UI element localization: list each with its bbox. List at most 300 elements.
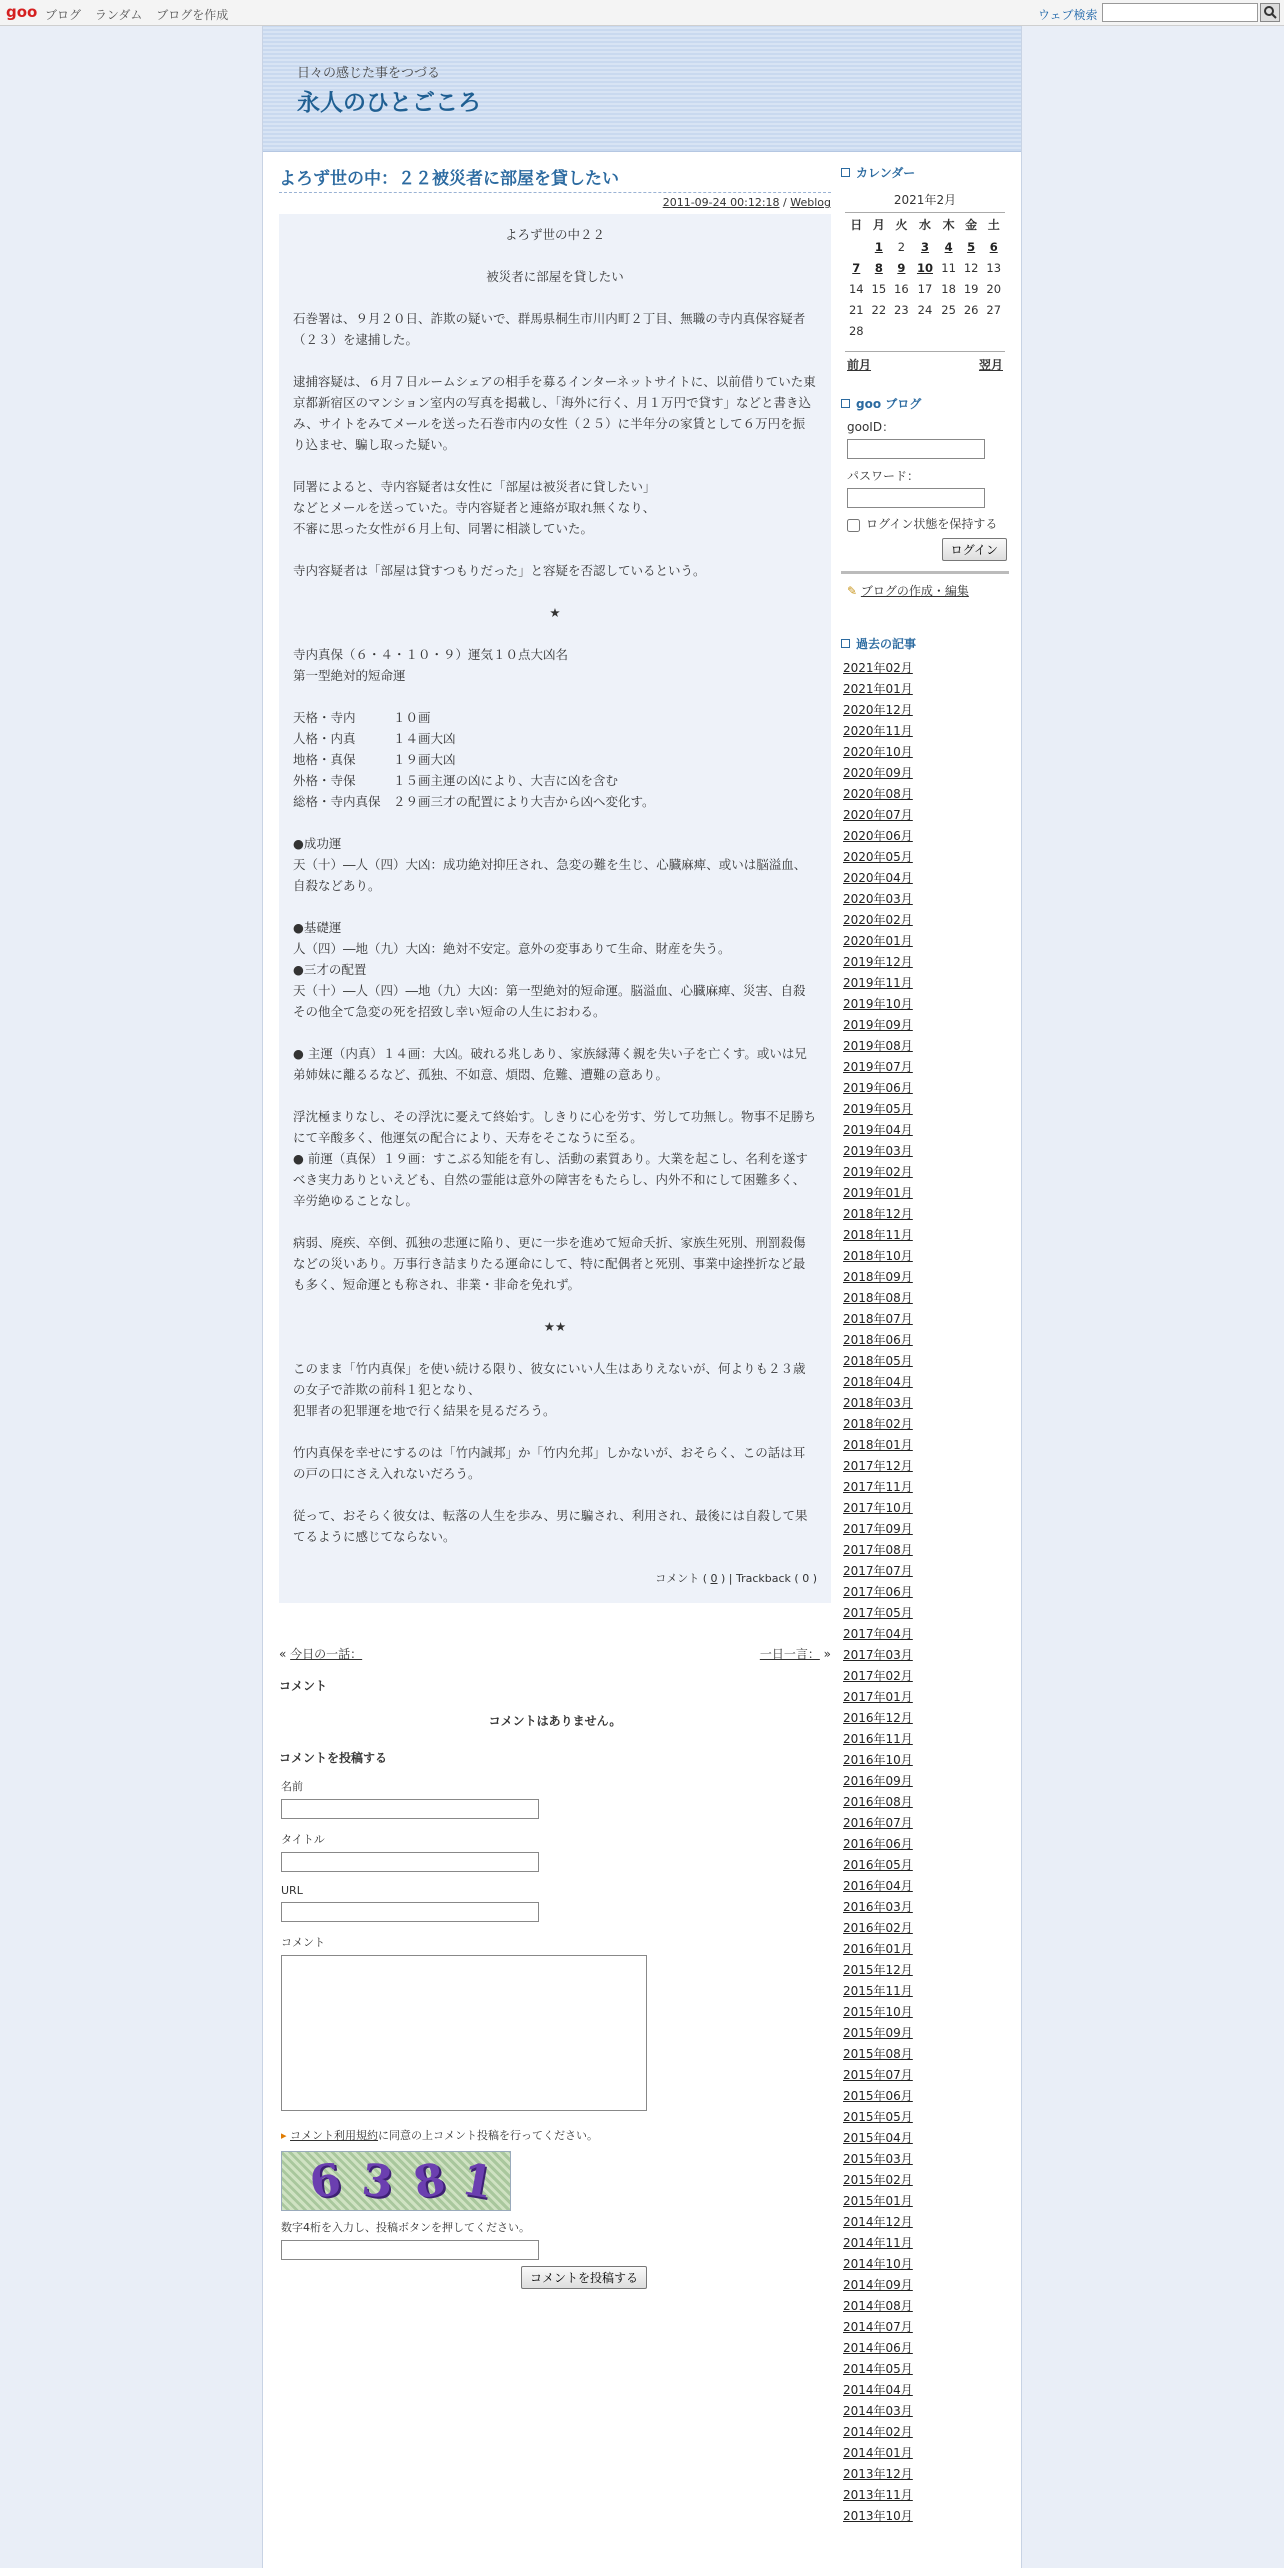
calendar-weekday: 月 [872,218,885,232]
archive-link[interactable]: 2013年10月 [843,2509,913,2523]
archive-link[interactable]: 2018年07月 [843,1312,913,1326]
archive-item[interactable] [843,1393,1009,1414]
calendar-day: 22 [871,302,887,317]
archive-item[interactable] [843,2128,1009,2149]
calendar-day-link[interactable]: 4 [944,239,953,254]
archive-item[interactable] [843,1834,1009,1855]
archive-link[interactable]: 2017年01月 [843,1690,913,1704]
post-paragraph: 従って、おそらく彼女は、転落の人生を歩み、男に騙され、利用され、最後には自殺して果てるように感じてならない。 [293,1508,808,1544]
calendar-days [845,236,1005,341]
name-input[interactable] [281,1799,539,1819]
calendar-day-link[interactable]: 9 [897,260,906,275]
post-category-link[interactable]: Weblog [790,196,831,209]
archive-item[interactable] [843,2233,1009,2254]
captcha-hint: 数字4桁を入力し、投稿ボタンを押してください。 [281,2221,530,2234]
arrow-icon: ▸ [281,2129,287,2142]
archive-link[interactable]: 2017年12月 [843,1459,913,1473]
gooid-input[interactable] [847,439,985,459]
archive-link[interactable]: 2019年02月 [843,1165,913,1179]
archive-item[interactable] [843,1225,1009,1246]
archive-item[interactable] [843,1813,1009,1834]
post-paragraphs [293,224,817,1547]
calendar-day[interactable] [913,257,938,278]
archive-item[interactable] [843,1729,1009,1750]
archive-link[interactable]: 2018年12月 [843,1207,913,1221]
archive-link[interactable]: 2014年02月 [843,2425,913,2439]
archive-item[interactable] [843,658,1009,679]
archive-link[interactable]: 2014年11月 [843,2236,913,2250]
submit-comment-button[interactable]: コメントを投稿する [521,2266,647,2289]
archive-link[interactable]: 2015年12月 [843,1963,913,1977]
post-paragraph: ●基礎運 人（四）―地（九）大凶：絶対不安定。意外の変事ありて生命、財産を失う。 ●三才の配置 天（十）―人（四）―地（九）大凶：第一型絶対的短命運。脳溢血、心臓麻痺、災害、自殺その他全て急変の死を招致し幸い短命の人生におわる。 [293,920,806,1019]
archive-item[interactable] [843,1645,1009,1666]
password-input[interactable] [847,488,985,508]
archive-item[interactable] [843,742,1009,763]
archive-item[interactable] [843,2506,1009,2527]
calendar-day[interactable] [890,257,913,278]
archive-item[interactable] [843,952,1009,973]
archive-link[interactable]: 2017年10月 [843,1501,913,1515]
archive-link[interactable]: 2013年11月 [843,2488,913,2502]
archive-link[interactable]: 2015年04月 [843,2131,913,2145]
archive-item[interactable] [843,2170,1009,2191]
archive-item[interactable] [843,2464,1009,2485]
archive-link[interactable]: 2017年06月 [843,1585,913,1599]
calendar-day: 26 [963,302,979,317]
archive-link[interactable]: 2019年12月 [843,955,913,969]
archive-item[interactable] [843,2359,1009,2380]
archive-item[interactable] [843,1624,1009,1645]
archive-link[interactable]: 2016年05月 [843,1858,913,1872]
archive-item[interactable] [843,763,1009,784]
archive-link[interactable]: 2020年04月 [843,871,913,885]
archive-item[interactable] [843,2044,1009,2065]
archive-item[interactable] [843,1078,1009,1099]
trackback-link[interactable]: Trackback ( 0 ) [736,1572,817,1585]
archive-link[interactable]: 2015年07月 [843,2068,913,2082]
archive-item[interactable] [843,1204,1009,1225]
calendar-day: 20 [986,281,1002,296]
archive-item[interactable] [843,1372,1009,1393]
comment-count-link[interactable]: 0 [710,1572,718,1585]
archive-link[interactable]: 2019年11月 [843,976,913,990]
archive-link[interactable]: 2016年08月 [843,1795,913,1809]
archive-link[interactable]: 2017年02月 [843,1669,913,1683]
post-paragraph: 浮沈極まりなし、その浮沈に憂えて終始す。しきりに心を労す、労して功無し。物事不足勝ちにて辛酸多く、他運気の配合により、天寿をそこなうに至る。 ● 前運（真保）１９画：すこぶる知能を有し、活動の素質あり。大業を起こし、名利を遂すべき実力ありといえども、自然の霊能は意外の障害をもたらし、内外不和にして困難多く、辛労絶ゆることなし。 [293,1109,817,1208]
calendar [845,187,1005,341]
title-input[interactable] [281,1852,539,1872]
archive-item[interactable] [843,1498,1009,1519]
archive-link[interactable]: 2016年01月 [843,1942,913,1956]
archive-link[interactable]: 2015年02月 [843,2173,913,2187]
archive-link[interactable]: 2020年12月 [843,703,913,717]
archive-item[interactable] [843,1015,1009,1036]
archive-link[interactable]: 2018年10月 [843,1249,913,1263]
post-paragraph: 天格・寺内 １０画 人格・内真 １４画大凶 地格・真保 １９画大凶 外格・寺保 １５画主運の凶により、大吉に凶を含む 総格・寺内真保 ２９画三才の配置により大吉から凶へ変化す。 [293,710,655,809]
archive-item[interactable] [843,910,1009,931]
archive-item[interactable] [843,1120,1009,1141]
captcha-digit: 3 [359,2154,396,2209]
archive-link[interactable]: 2020年03月 [843,892,913,906]
calendar-day: 19 [963,281,979,296]
blog-title[interactable]: 永人のひとごころ [297,89,481,116]
archive-item[interactable] [843,2149,1009,2170]
post-body [279,214,831,1603]
calendar-weekday: 金 [965,218,978,232]
archive-item[interactable] [843,826,1009,847]
calendar-day[interactable] [982,236,1005,257]
archive-item[interactable] [843,1666,1009,1687]
archive-item[interactable] [843,1855,1009,1876]
calendar-day [845,236,868,257]
archive-link[interactable]: 2018年03月 [843,1396,913,1410]
archive-item[interactable] [843,2086,1009,2107]
archive-item[interactable] [843,784,1009,805]
archive-link[interactable]: 2018年01月 [843,1438,913,1452]
archive-link[interactable]: 2019年09月 [843,1018,913,1032]
login-form [841,418,1009,561]
calendar-day: 17 [917,281,933,296]
archive-link[interactable]: 2016年06月 [843,1837,913,1851]
calendar-day[interactable] [845,257,868,278]
archive-item[interactable] [843,1435,1009,1456]
archive-item[interactable] [843,679,1009,700]
calendar-day [937,320,960,341]
goo-logo[interactable]: goo [6,3,38,21]
archive-item[interactable] [843,931,1009,952]
calendar-day: 24 [917,302,933,317]
archive-link[interactable]: 2014年09月 [843,2278,913,2292]
archive-item[interactable] [843,1288,1009,1309]
archive-link[interactable]: 2015年05月 [843,2110,913,2124]
archive-link[interactable]: 2020年05月 [843,850,913,864]
post-datetime-link[interactable]: 2011-09-24 00:12:18 [662,196,780,209]
archive-item[interactable] [843,1519,1009,1540]
archive-link[interactable]: 2016年12月 [843,1711,913,1725]
archive-link[interactable]: 2017年07月 [843,1564,913,1578]
calendar-day: 21 [848,302,864,317]
top-bar [0,0,1284,26]
archive-link[interactable]: 2020年10月 [843,745,913,759]
archive-item[interactable] [843,1561,1009,1582]
archive-item[interactable] [843,1897,1009,1918]
archive-item[interactable] [843,1477,1009,1498]
comment-terms-link[interactable]: コメント利用規約 [290,2129,379,2142]
archives-heading: 過去の記事 [841,635,1009,652]
calendar-day: 18 [941,281,956,296]
post-navigation [279,1645,831,1663]
archive-link[interactable]: 2017年11月 [843,1480,913,1494]
archive-item[interactable] [843,1267,1009,1288]
archive-link[interactable]: 2015年11月 [843,1984,913,1998]
archive-link[interactable]: 2018年11月 [843,1228,913,1242]
archive-link[interactable]: 2014年05月 [843,2362,913,2376]
archive-link[interactable]: 2017年05月 [843,1606,913,1620]
post-paragraph: ★★ [543,1319,567,1334]
archive-link[interactable]: 2014年10月 [843,2257,913,2271]
archive-item[interactable] [843,1792,1009,1813]
calendar-day-link[interactable]: 1 [874,239,883,254]
post-paragraph: 石巻署は、９月２０日、詐欺の疑いで、群馬県桐生市川内町２丁目、無職の寺内真保容疑者（２３）を逮捕した。 [293,311,806,347]
archive-item[interactable] [843,1414,1009,1435]
post-paragraph: 寺内真保（６・４・１０・９）運気１０点大凶名 第一型絶対的短命運 [293,647,569,683]
archive-item[interactable] [843,700,1009,721]
calendar-month: 2021年2月 [845,187,1005,213]
calendar-weekday: 火 [895,218,908,232]
calendar-day-link[interactable]: 7 [852,260,861,275]
url-input[interactable] [281,1902,539,1922]
archive-link[interactable]: 2018年05月 [843,1354,913,1368]
archive-link[interactable]: 2017年08月 [843,1543,913,1557]
archive-item[interactable] [843,973,1009,994]
captcha-digit: 1 [457,2153,497,2210]
calendar-day[interactable] [937,236,960,257]
url-label: URL [281,1884,303,1897]
calendar-day [982,320,1005,341]
archive-link[interactable]: 2018年04月 [843,1375,913,1389]
archive-link[interactable]: 2018年09月 [843,1270,913,1284]
archive-link[interactable]: 2019年10月 [843,997,913,1011]
archive-item[interactable] [843,1351,1009,1372]
archive-link[interactable]: 2016年09月 [843,1774,913,1788]
top-nav-random-link[interactable]: ランダム [94,8,143,22]
archive-link[interactable]: 2020年07月 [843,808,913,822]
archive-item[interactable] [843,2443,1009,2464]
name-label: 名前 [281,1780,303,1793]
archive-link[interactable]: 2020年09月 [843,766,913,780]
archive-item[interactable] [843,1183,1009,1204]
calendar-day[interactable] [868,257,891,278]
archive-link[interactable]: 2014年04月 [843,2383,913,2397]
main-column [279,164,831,2289]
archive-link[interactable]: 2019年03月 [843,1144,913,1158]
archive-item[interactable] [843,2191,1009,2212]
web-search-label[interactable]: ウェブ検索 [1038,8,1098,22]
archive-item[interactable] [843,2296,1009,2317]
archive-link[interactable]: 2018年08月 [843,1291,913,1305]
web-search-button[interactable] [1260,3,1280,22]
post-paragraph: ● 主運（内真）１４画：大凶。破れる兆しあり、家族縁薄く親を失い子を亡くす。或いは兄弟姉妹に離るるなど、孤独、不如意、煩悶、危難、遭難の意あり。 [293,1046,807,1082]
archive-item[interactable] [843,1246,1009,1267]
archive-link[interactable]: 2016年11月 [843,1732,913,1746]
archive-item[interactable] [843,1708,1009,1729]
archive-link[interactable]: 2014年06月 [843,2341,913,2355]
post-paragraph: 竹内真保を幸せにするのは「竹内誠邦」か「竹内允邦」しかないが、おそらく、この話は耳の戸の口にさえ入れないだろう。 [293,1445,806,1481]
post-paragraph: ★ [549,605,561,620]
password-label: パスワード： [847,469,920,483]
calendar-day [913,320,938,341]
blog-manage-link[interactable]: ブログの作成・編集 [860,584,969,598]
comment-label: コメント [281,1936,325,1949]
archive-link[interactable]: 2017年09月 [843,1522,913,1536]
calendar-day [868,320,891,341]
blog-tagline: 日々の感じた事をつづる [297,66,441,81]
archive-item[interactable] [843,1057,1009,1078]
calendar-day-link[interactable]: 8 [874,260,883,275]
archive-link[interactable]: 2019年07月 [843,1060,913,1074]
archive-link[interactable]: 2020年11月 [843,724,913,738]
archive-item[interactable] [843,2275,1009,2296]
archive-item[interactable] [843,1099,1009,1120]
archive-item[interactable] [843,1582,1009,1603]
archive-item[interactable] [843,1309,1009,1330]
calendar-day [960,320,983,341]
archive-link[interactable]: 2015年06月 [843,2089,913,2103]
archive-item[interactable] [843,2107,1009,2128]
top-nav [45,6,238,23]
archive-item[interactable] [843,2023,1009,2044]
archive-link[interactable]: 2017年04月 [843,1627,913,1641]
archive-link[interactable]: 2016年03月 [843,1900,913,1914]
comment-terms-notice [281,2127,831,2143]
archive-link[interactable]: 2021年01月 [843,682,913,696]
archive-link[interactable]: 2020年02月 [843,913,913,927]
archive-link[interactable]: 2020年06月 [843,829,913,843]
archive-item[interactable] [843,994,1009,1015]
no-comments-message: コメントはありません。 [488,1714,622,1728]
archive-link[interactable]: 2020年08月 [843,787,913,801]
post-paragraph: 寺内容疑者は「部屋は貸すつもりだった」と容疑を否認しているという。 [293,563,706,578]
archive-link[interactable]: 2015年08月 [843,2047,913,2061]
keep-login-checkbox[interactable] [847,519,860,532]
archive-link[interactable]: 2016年07月 [843,1816,913,1830]
archive-link[interactable]: 2016年02月 [843,1921,913,1935]
archive-link[interactable]: 2020年01月 [843,934,913,948]
archive-link[interactable]: 2019年01月 [843,1186,913,1200]
calendar-day: 2 [897,239,906,254]
calendar-weekday: 土 [987,218,1000,232]
archive-item[interactable] [843,1687,1009,1708]
archive-link[interactable]: 2015年03月 [843,2152,913,2166]
calendar-day: 25 [941,302,956,317]
calendar-weekday: 水 [918,218,931,232]
submit-wrap [281,2266,647,2289]
archive-item[interactable] [843,721,1009,742]
calendar-day: 12 [963,260,979,275]
archive-link[interactable]: 2015年09月 [843,2026,913,2040]
login-button[interactable]: ログイン [942,538,1007,561]
archive-item[interactable] [843,2338,1009,2359]
archive-link[interactable]: 2018年02月 [843,1417,913,1431]
comments-heading: コメント [279,1679,328,1693]
calendar-day[interactable] [960,236,983,257]
archive-link[interactable]: 2013年12月 [843,2467,913,2481]
archive-item[interactable] [843,1771,1009,1792]
blog-header [263,26,1021,152]
archive-item[interactable] [843,1960,1009,1981]
calendar-day-link[interactable]: 10 [916,260,933,275]
archive-item[interactable] [843,2212,1009,2233]
calendar-day: 16 [894,281,909,296]
archive-item[interactable] [843,847,1009,868]
calendar-nav [845,351,1005,372]
calendar-prev-link[interactable]: 前月 [847,358,872,372]
archive-link[interactable]: 2014年03月 [843,2404,913,2418]
sidebar [841,164,1009,2527]
archive-item[interactable] [843,1540,1009,1561]
login-button-wrap [847,538,1009,561]
archive-link[interactable]: 2014年07月 [843,2320,913,2334]
archive-link[interactable]: 2014年12月 [843,2215,913,2229]
archive-item[interactable] [843,2254,1009,2275]
archive-item[interactable] [843,1036,1009,1057]
prev-post: « 今日の一話： [279,1647,363,1661]
post-title[interactable]: よろず世の中：２２被災者に部屋を貸したい [279,164,831,193]
archive-item[interactable] [843,2065,1009,2086]
archive-link[interactable]: 2015年01月 [843,2194,913,2208]
search-icon [1261,4,1279,21]
archive-item[interactable] [843,805,1009,826]
archive-item[interactable] [843,2317,1009,2338]
web-search-input[interactable] [1102,3,1258,22]
next-post-link[interactable]: 一日一言： [759,1647,820,1661]
archive-item[interactable] [843,1918,1009,1939]
archive-link[interactable]: 2019年08月 [843,1039,913,1053]
archive-item[interactable] [843,889,1009,910]
comment-count-label: コメント [655,1572,700,1585]
archive-item[interactable] [843,1750,1009,1771]
archive-link[interactable]: 2019年05月 [843,1102,913,1116]
post-paragraph: 逮捕容疑は、６月７日ルームシェアの相手を募るインターネットサイトに、以前借りていた東京都新宿区のマンション室内の写真を掲載し、「海外に行く、月１万円で貸す」などと書き込み、サイトをみてメールを送った石巻市内の女性（２５）に半年分の家賃として６万円を振り込ませ、騙し取った疑い。 [293,374,816,452]
calendar-day[interactable] [868,236,891,257]
archive-link[interactable]: 2014年01月 [843,2446,913,2460]
calendar-day-link[interactable]: 6 [989,239,998,254]
archive-link[interactable]: 2016年10月 [843,1753,913,1767]
blog-manage [841,571,1009,599]
archive-item[interactable] [843,868,1009,889]
archive-item[interactable] [843,1939,1009,1960]
comment-textarea[interactable] [281,1955,647,2111]
archive-link[interactable]: 2014年08月 [843,2299,913,2313]
archive-item[interactable] [843,2380,1009,2401]
archive-item[interactable] [843,1603,1009,1624]
archive-link[interactable]: 2019年04月 [843,1123,913,1137]
archive-item[interactable] [843,1981,1009,2002]
login-heading: goo ブログ [841,395,1009,412]
gooid-label: gooID： [847,420,895,434]
archive-link[interactable]: 2018年06月 [843,1333,913,1347]
calendar-day[interactable] [913,236,938,257]
calendar-day-link[interactable]: 3 [920,239,929,254]
prev-post-link[interactable]: 今日の一話： [290,1647,363,1661]
archive-item[interactable] [843,1141,1009,1162]
archive-item[interactable] [843,1456,1009,1477]
archive-item[interactable] [843,1876,1009,1897]
top-nav-blog-link[interactable]: ブログ [45,8,82,22]
archive-link[interactable]: 2019年06月 [843,1081,913,1095]
page-container [262,26,1022,2568]
archive-link[interactable]: 2021年02月 [843,661,913,675]
archive-item[interactable] [843,1330,1009,1351]
calendar-next-link[interactable]: 翌月 [978,358,1003,372]
archive-link[interactable]: 2015年10月 [843,2005,913,2019]
archive-item[interactable] [843,2401,1009,2422]
calendar-day-link[interactable]: 5 [967,239,976,254]
top-nav-create-blog-link[interactable]: ブログを作成 [156,8,229,22]
captcha-input[interactable] [281,2240,539,2260]
calendar-day: 28 [848,323,864,338]
archive-link[interactable]: 2016年04月 [843,1879,913,1893]
archive-link[interactable]: 2017年03月 [843,1648,913,1662]
comment-terms-text: に同意の上コメント投稿を行ってください。 [378,2129,599,2142]
archive-item[interactable] [843,2002,1009,2023]
archive-item[interactable] [843,1162,1009,1183]
archive-item[interactable] [843,2485,1009,2506]
title-label: タイトル [281,1833,325,1846]
archive-item[interactable] [843,2422,1009,2443]
post-paragraph: 病弱、廃疾、卒倒、孤独の悲運に陥り、更に一歩を進めて短命夭折、家族生死別、刑罰殺傷などの災いあり。万事行き詰まりたる運命にして、特に配偶者と死別、事業中途挫折など最も多く、短命運とも称され、非業・非命を免れず。 [293,1235,806,1292]
post-paragraph: このまま「竹内真保」を使い続ける限り、彼女にいい人生はありえないが、何よりも２３歳の女子で詐欺の前科１犯となり、 犯罪者の犯罪運を地で行く結果を見るだろう。 [293,1361,806,1418]
